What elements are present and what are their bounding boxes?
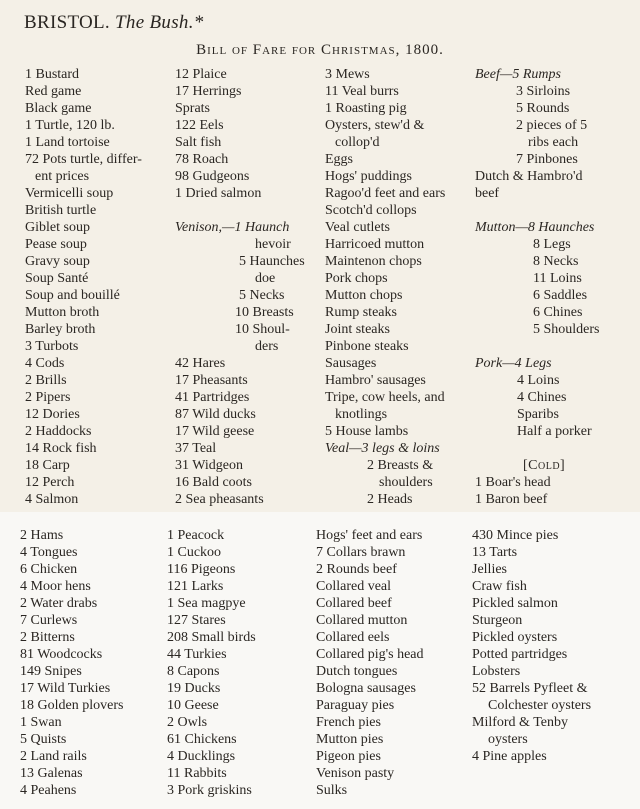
menu-item: 122 Eels <box>175 118 224 133</box>
menu-item: Tripe, cow heels, and <box>325 390 445 405</box>
menu-item: Pickled oysters <box>472 630 558 645</box>
menu-item: Pickled salmon <box>472 596 558 611</box>
menu-item: Maintenon chops <box>325 254 422 269</box>
menu-item: knotlings <box>335 407 388 422</box>
menu-item: Hogs' puddings <box>325 169 412 184</box>
menu-item: 11 Loins <box>533 271 582 286</box>
title-inn: The Bush.* <box>115 12 204 33</box>
menu-item: 7 Pinbones <box>516 152 578 167</box>
menu-item: Colchester oysters <box>488 698 592 713</box>
menu-item: 17 Wild Turkies <box>20 681 111 696</box>
menu-item: Hambro' sausages <box>325 373 426 388</box>
menu-item: 98 Gudgeons <box>175 169 250 184</box>
menu-item: 4 Ducklings <box>167 749 236 764</box>
menu-item <box>475 66 600 83</box>
menu-item: Jellies <box>472 562 507 577</box>
menu-item: Half a porker <box>517 424 592 439</box>
pork-heading: Pork—4 Legs <box>475 356 552 371</box>
venison-heading: Venison,—1 Haunch <box>175 220 290 235</box>
menu-item: 10 Geese <box>167 698 219 713</box>
menu-item: 8 Necks <box>533 254 579 269</box>
menu-item: Scotch'd collops <box>325 203 417 218</box>
menu-item: 1 Sea magpye <box>167 596 246 611</box>
menu-item: Mutton chops <box>325 288 403 303</box>
menu-item: 7 Collars brawn <box>316 545 406 560</box>
menu-item: Paraguay pies <box>316 698 395 713</box>
menu-item: ribs each <box>528 135 579 150</box>
menu-column-2 <box>175 66 305 508</box>
lower-column-1 <box>20 527 123 799</box>
menu-item: 149 Snipes <box>20 664 82 679</box>
menu-item: 1 Turtle, 120 lb. <box>25 118 115 133</box>
menu-item: 5 Rounds <box>516 101 570 116</box>
menu-item: 4 Peahens <box>20 783 77 798</box>
title-place: BRISTOL. <box>24 12 110 33</box>
menu-item <box>325 440 445 457</box>
menu-item: Sparibs <box>517 407 559 422</box>
menu-item: 4 Moor hens <box>20 579 91 594</box>
menu-column-4 <box>475 66 600 508</box>
menu-item: 37 Teal <box>175 441 217 456</box>
menu-item: 2 Haddocks <box>25 424 92 439</box>
lower-column-2 <box>167 527 256 799</box>
menu-item: Hogs' feet and ears <box>316 528 423 543</box>
menu-item: 2 Sea pheasants <box>175 492 264 507</box>
menu-item: 14 Rock fish <box>25 441 97 456</box>
menu-item: Collared pig's head <box>316 647 424 662</box>
menu-item: 4 Pine apples <box>472 749 547 764</box>
menu-item: 4 Cods <box>25 356 65 371</box>
menu-item: 4 Chines <box>517 390 567 405</box>
menu-item: 5 Quists <box>20 732 67 747</box>
menu-item: 5 Haunches <box>239 254 305 269</box>
menu-item: 1 Cuckoo <box>167 545 222 560</box>
menu-item: 2 Breasts & <box>367 458 434 473</box>
menu-item: 12 Plaice <box>175 67 227 82</box>
menu-item: Soup Santé <box>25 271 89 286</box>
menu-item: Pork chops <box>325 271 388 286</box>
menu-item: 41 Partridges <box>175 390 250 405</box>
menu-item: 16 Bald coots <box>175 475 252 490</box>
menu-item: 2 Brills <box>25 373 67 388</box>
menu-item: 78 Roach <box>175 152 229 167</box>
menu-item <box>475 202 600 219</box>
menu-item: 4 Loins <box>517 373 560 388</box>
menu-item: 13 Tarts <box>472 545 518 560</box>
menu-item <box>475 338 600 355</box>
menu-item: 116 Pigeons <box>167 562 236 577</box>
menu-item: 3 Mews <box>325 67 370 82</box>
menu-item: 17 Pheasants <box>175 373 248 388</box>
menu-item: Vermicelli soup <box>25 186 114 201</box>
menu-item: 2 Heads <box>367 492 413 507</box>
menu-item: beef <box>475 186 500 201</box>
menu-item: 72 Pots turtle, differ- <box>25 152 142 167</box>
menu-item: ent prices <box>35 169 90 184</box>
menu-item: 42 Hares <box>175 356 226 371</box>
menu-item: Red game <box>25 84 82 99</box>
menu-item: Potted partridges <box>472 647 568 662</box>
menu-item: Harricoed mutton <box>325 237 425 252</box>
menu-item <box>475 219 600 236</box>
menu-item: 11 Rabbits <box>167 766 227 781</box>
menu-item: 1 Peacock <box>167 528 225 543</box>
menu-column-1 <box>25 66 142 508</box>
menu-item: 3 Pork griskins <box>167 783 252 798</box>
menu-item: Collared eels <box>316 630 390 645</box>
menu-item: 10 Breasts <box>235 305 294 320</box>
menu-item: 61 Chickens <box>167 732 237 747</box>
menu-item: Sausages <box>325 356 377 371</box>
lower-column-4 <box>472 527 591 799</box>
menu-item: Black game <box>25 101 92 116</box>
menu-item: 6 Chicken <box>20 562 78 577</box>
menu-item: 127 Stares <box>167 613 226 628</box>
menu-item <box>175 219 305 236</box>
menu-item: 52 Barrels Pyfleet & <box>472 681 588 696</box>
menu-item: 18 Golden plovers <box>20 698 124 713</box>
menu-item: 8 Legs <box>533 237 571 252</box>
menu-item: 2 Bitterns <box>20 630 75 645</box>
menu-item: Sulks <box>316 783 348 798</box>
menu-item: Milford & Tenby <box>472 715 568 730</box>
menu-item: 87 Wild ducks <box>175 407 256 422</box>
menu-item: 5 Shoulders <box>533 322 600 337</box>
menu-item: Eggs <box>325 152 353 167</box>
menu-item: collop'd <box>335 135 380 150</box>
menu-item: Gravy soup <box>25 254 90 269</box>
menu-item: 8 Capons <box>167 664 220 679</box>
menu-item: 81 Woodcocks <box>20 647 103 662</box>
menu-item: 6 Chines <box>533 305 583 320</box>
menu-column-3 <box>325 66 445 508</box>
menu-item: 1 Roasting pig <box>325 101 407 116</box>
menu-item: Barley broth <box>25 322 96 337</box>
menu-item: 3 Sirloins <box>516 84 571 99</box>
menu-item: 2 Land rails <box>20 749 87 764</box>
menu-item: 7 Curlews <box>20 613 78 628</box>
menu-item: Mutton pies <box>316 732 384 747</box>
menu-item: Bologna sausages <box>316 681 416 696</box>
mutton-heading: Mutton—8 Haunches <box>475 220 595 235</box>
menu-item: 1 Land tortoise <box>25 135 110 150</box>
menu-item: Dutch tongues <box>316 664 398 679</box>
menu-item: 1 Dried salmon <box>175 186 262 201</box>
menu-item: Pease soup <box>25 237 87 252</box>
menu-item: 2 Owls <box>167 715 208 730</box>
menu-item: 2 pieces of 5 <box>516 118 588 133</box>
beef-heading: Beef—5 Rumps <box>475 67 561 82</box>
menu-item: 11 Veal burrs <box>325 84 399 99</box>
menu-item: 19 Ducks <box>167 681 221 696</box>
menu-item: 1 Swan <box>20 715 62 730</box>
menu-item: 430 Mince pies <box>472 528 559 543</box>
menu-item: Ragoo'd feet and ears <box>325 186 446 201</box>
menu-item: 13 Galenas <box>20 766 83 781</box>
menu-item: 1 Bustard <box>25 67 80 82</box>
menu-item: Mutton broth <box>25 305 100 320</box>
menu-item <box>175 202 305 219</box>
menu-item: Soup and bouillé <box>25 288 120 303</box>
menu-item: Collared beef <box>316 596 392 611</box>
menu-item: Collared mutton <box>316 613 408 628</box>
lower-column-3 <box>316 527 424 799</box>
menu-item: Dutch & Hambro'd <box>475 169 583 184</box>
menu-item <box>475 440 600 457</box>
menu-item: 4 Salmon <box>25 492 79 507</box>
menu-item <box>472 765 591 782</box>
menu-item: 3 Turbots <box>25 339 79 354</box>
menu-item: 44 Turkies <box>167 647 227 662</box>
menu-item: 10 Shoul- <box>235 322 290 337</box>
menu-item: 12 Perch <box>25 475 75 490</box>
page-title <box>24 12 204 34</box>
menu-item: Joint steaks <box>325 322 390 337</box>
menu-item: 5 House lambs <box>325 424 409 439</box>
menu-item <box>475 355 600 372</box>
menu-item: Rump steaks <box>325 305 397 320</box>
menu-item: Sturgeon <box>472 613 523 628</box>
menu-item: Lobsters <box>472 664 521 679</box>
page-subtitle: Bill of Fare for Christmas, 1800. <box>196 42 444 58</box>
menu-item: oysters <box>488 732 528 747</box>
menu-item: Pinbone steaks <box>325 339 409 354</box>
menu-item: hevoir <box>255 237 291 252</box>
menu-item: shoulders <box>379 475 433 490</box>
menu-item: ders <box>255 339 279 354</box>
menu-item: 2 Water drabs <box>20 596 98 611</box>
menu-item: 121 Larks <box>167 579 224 594</box>
menu-item: 1 Boar's head <box>475 475 551 490</box>
menu-item: Collared veal <box>316 579 392 594</box>
menu-item: 2 Rounds beef <box>316 562 397 577</box>
menu-item: doe <box>255 271 276 286</box>
menu-item: Giblet soup <box>25 220 90 235</box>
menu-item <box>472 782 591 799</box>
menu-item: 17 Herrings <box>175 84 242 99</box>
menu-item: 18 Carp <box>25 458 70 473</box>
menu-item: Sprats <box>175 101 210 116</box>
menu-item: 6 Saddles <box>533 288 588 303</box>
menu-item: 1 Baron beef <box>475 492 548 507</box>
menu-item: 208 Small birds <box>167 630 256 645</box>
menu-item: 4 Tongues <box>20 545 78 560</box>
veal-heading: Veal—3 legs & loins <box>325 441 440 456</box>
menu-item: 12 Dories <box>25 407 80 422</box>
menu-item: 2 Pipers <box>25 390 71 405</box>
cold-heading: [Cold] <box>523 458 566 473</box>
menu-item: Pigeon pies <box>316 749 381 764</box>
menu-item: British turtle <box>25 203 97 218</box>
menu-item: Salt fish <box>175 135 222 150</box>
menu-item: French pies <box>316 715 381 730</box>
menu-item: 31 Widgeon <box>175 458 244 473</box>
menu-item: Venison pasty <box>316 766 395 781</box>
menu-item: 2 Hams <box>20 528 64 543</box>
menu-item: 17 Wild geese <box>175 424 255 439</box>
menu-item: Veal cutlets <box>325 220 390 235</box>
menu-item: Oysters, stew'd & <box>325 118 425 133</box>
menu-item: 5 Necks <box>239 288 285 303</box>
menu-item: Craw fish <box>472 579 527 594</box>
